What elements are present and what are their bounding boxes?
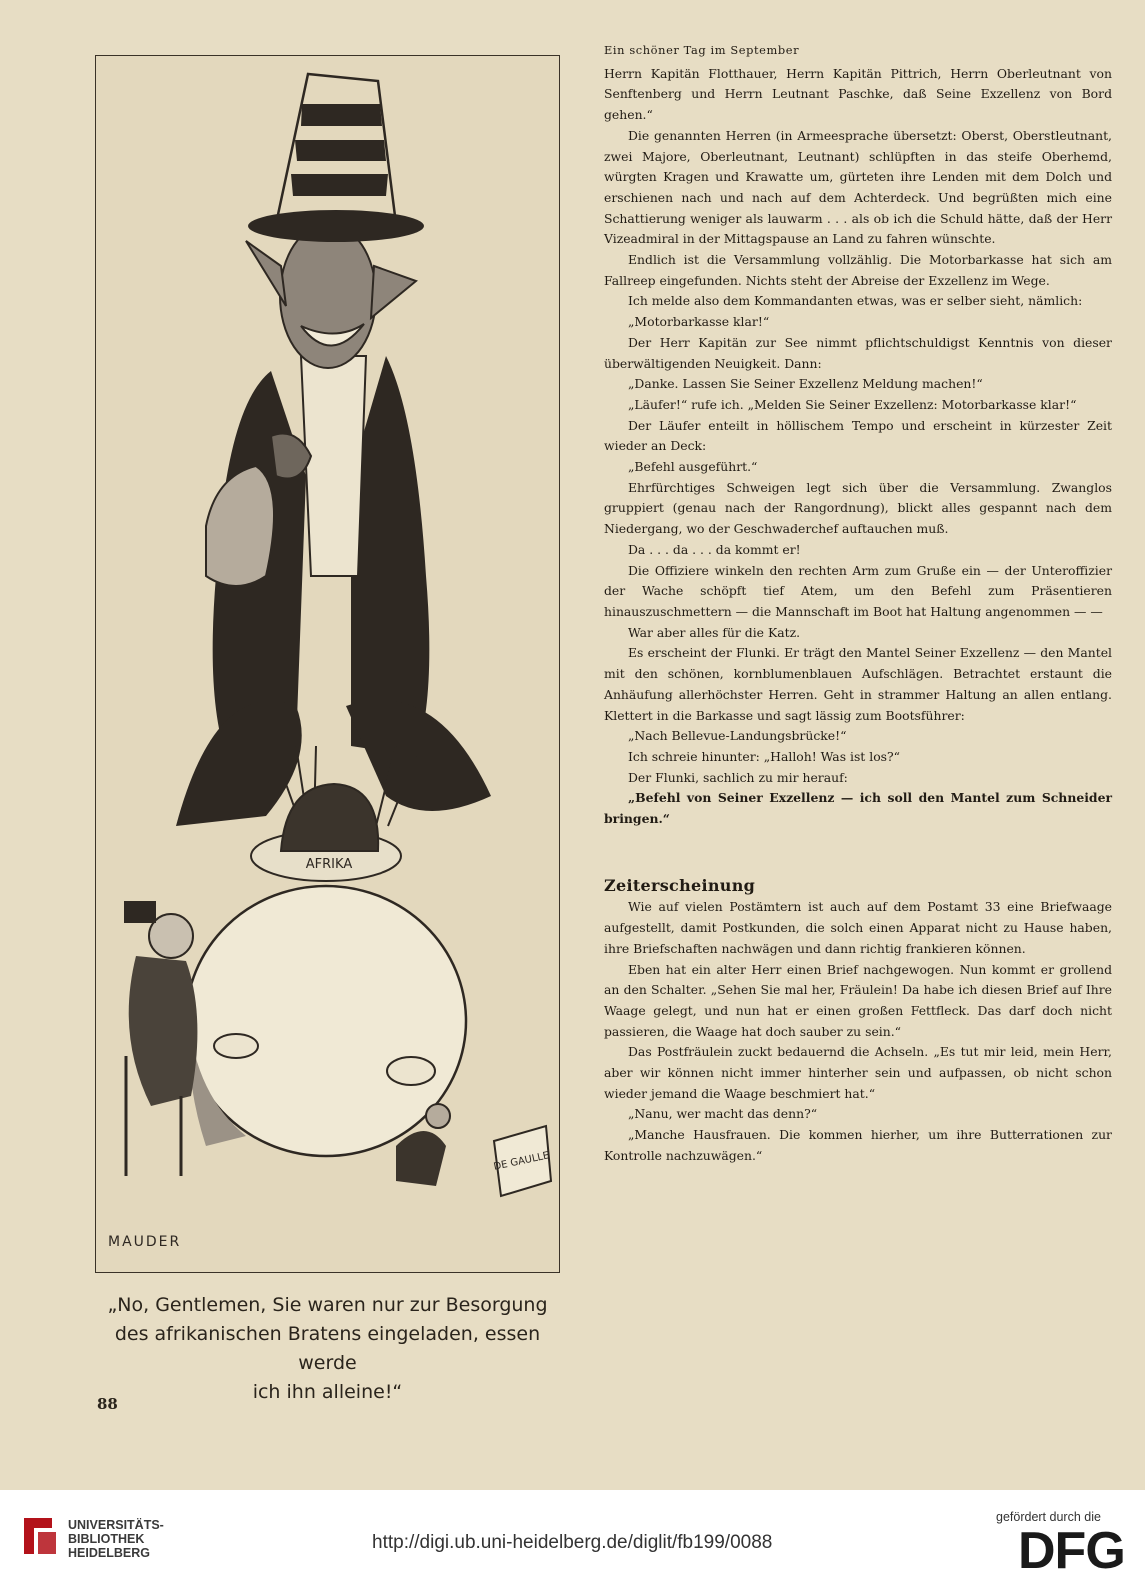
library-name (68, 1518, 164, 1560)
paragraph: „Motorbarkasse klar!“ (628, 314, 770, 330)
paragraph: Der Läufer enteilt in höllischem Tempo und erscheint in kürzester Zeit wieder an Deck: (604, 417, 1112, 454)
caption-line: des afrikanischen Bratens eingeladen, essen werde (114, 1323, 541, 1374)
paragraph: Ich schreie hinunter: „Halloh! Was ist los?“ (628, 748, 900, 764)
paragraph: Das Postfräulein zuckt bedauernd die Achseln. „Es tut mir leid, mein Herr, aber wir können nicht immer hinterher sein und aufpassen, ob nicht schon wieder jemand die Waage beschmiert hat.“ (604, 1044, 1112, 1101)
box-label: DE GAULLE (492, 1150, 551, 1173)
crawling-man (396, 1131, 446, 1186)
left-knee (176, 701, 302, 826)
left-ear (246, 241, 286, 306)
closing-paragraph: „Befehl von Seiner Exzellenz — ich soll den Mantel zum Schneider bringen.“ (604, 790, 1112, 827)
head-shape (280, 224, 376, 368)
shirt-front (301, 356, 366, 576)
paragraph: Die genannten Herren (in Armeesprache übersetzt: Oberst, Oberstleutnant, zwei Majore, Oberleutnant, Leutnant) schlüpften in das steife Oberhemd, würgten Kragen und Krawatte um, gürteten ihre Lenden mit dem Dolch und erschienen nach und nach auf dem Achterdeck. Und begrüßten mich eine Schattierung weniger als lauwarm . . . als ob ich die Schuld hätte, daß der Herr Vizeadmiral in der Mittagspause an Land zu fahren wünschte. (604, 127, 1112, 247)
paragraph: Ehrfürchtiges Schweigen legt sich über die Versammlung. Zwanglos gruppiert (genau nach der Rangordnung), blickt alles gespannt nach dem Niedergang, wo der Geschwaderchef auftauchen muß. (604, 479, 1112, 537)
right-plate (387, 1057, 435, 1085)
running-head: Ein schöner Tag im September (604, 43, 800, 57)
paragraph: „Nach Bellevue-Landungsbrücke!“ (628, 728, 847, 744)
bowl-label: AFRIKA (305, 857, 353, 872)
left-plate (214, 1034, 258, 1058)
source-url-link[interactable]: http://digi.ub.uni-heidelberg.de/diglit/fb199/0088 (372, 1532, 773, 1553)
left-hand (206, 466, 274, 586)
right-ear (371, 266, 416, 318)
paragraph: „Nanu, wer macht das denn?“ (628, 1106, 818, 1122)
crawling-man-head (426, 1104, 450, 1128)
cartoon-caption (95, 1291, 560, 1407)
sponsor-text: gefördert durch die (996, 1510, 1101, 1524)
page-number: 88 (97, 1395, 118, 1413)
dfg-logo: DFG (1018, 1522, 1125, 1580)
cartoon-illustration (95, 55, 560, 1273)
small-man-body (129, 956, 198, 1106)
paragraph: Da . . . da . . . da kommt er! (628, 541, 801, 557)
library-name-line: UNIVERSITÄTS- (68, 1518, 164, 1532)
library-name-line: HEIDELBERG (68, 1546, 150, 1560)
article-column (604, 40, 1112, 1167)
paragraph: War aber alles für die Katz. (628, 624, 801, 640)
library-name-line: BIBLIOTHEK (68, 1532, 145, 1546)
caption-line: ich ihn alleine!“ (252, 1381, 403, 1403)
paragraph: Endlich ist die Versammlung vollzählig. Die Motorbarkasse hat sich am Fallreep eingefunden. Nichts steht der Abreise der Exzellenz im Wege. (604, 252, 1112, 288)
paragraph: Es erscheint der Flunki. Er trägt den Mantel Seiner Exzellenz — den Mantel mit den schönen, kornblumenblauen Aufschlägen. Betrachtet erstaunt die Anhäufung allerhöchster Herren. Geht in strammer Haltung an allen entlang. Klettert in die Barkasse und sagt lässig zum Bootsführer: (604, 645, 1112, 723)
paragraph: Eben hat ein alter Herr einen Brief nachgewogen. Nun kommt er grollend an den Schalter. „Sehen Sie mal her, Fräulein! Da habe ich diesen Brief auf Ihre Waage gelegt, und nun hat er einen großen Fettfleck. Das darf doch nicht passieren, die Waage hat doch sauber zu sein.“ (604, 961, 1112, 1039)
africa-roast (281, 784, 378, 851)
section-title: Zeiterscheinung (604, 875, 756, 895)
library-logo-icon (18, 1514, 62, 1558)
paragraph: Die Offiziere winkeln den rechten Arm zum Gruße ein — der Unteroffizier der Wache schöpft tief Atem, um den Befehl zum Präsentieren hinauszuschmettern — die Mannschaft im Boot hat Haltung angenommen — — (604, 562, 1112, 619)
right-knee (346, 700, 491, 811)
paragraph: „Läufer!“ rufe ich. „Melden Sie Seiner Exzellenz: Motorbarkasse klar!“ (628, 396, 1077, 412)
small-man-hat (124, 901, 156, 923)
paragraph: Der Flunki, sachlich zu mir herauf: (628, 769, 848, 785)
round-table (186, 886, 466, 1156)
paragraph: „Manche Hausfrauen. Die kommen hierher, um ihre Butterrationen zur Kontrolle nachzuwägen.“ (604, 1127, 1112, 1163)
top-hat-stripes (291, 104, 388, 196)
paragraph: „Danke. Lassen Sie Seiner Exzellenz Meldung machen!“ (628, 376, 983, 392)
paragraph: „Befehl ausgeführt.“ (628, 459, 758, 475)
top-hat-brim (248, 210, 424, 242)
paragraph: Ich melde also dem Kommandanten etwas, was er selber sieht, nämlich: (628, 293, 1083, 309)
paragraph: Herrn Kapitän Flotthauer, Herrn Kapitän Pittrich, Herrn Oberleutnant von Senftenberg und Herrn Leutnant Paschke, daß Seine Exzellenz von Bord gehen.“ (604, 65, 1112, 123)
paragraph: Wie auf vielen Postämtern ist auch auf dem Postamt 33 eine Briefwaage aufgestellt, damit Postkunden, die solch einen Apparat nicht zu Hause haben, ihre Briefschaften nachwägen und dann richtig frankieren können. (604, 899, 1112, 956)
paragraph: Der Herr Kapitän zur See nimmt pflichtschuldigst Kenntnis von dieser überwältigenden Neuigkeit. Dann: (604, 334, 1112, 371)
caption-line: „No, Gentlemen, Sie waren nur zur Besorgung (107, 1294, 548, 1316)
cartoon-drawing (96, 56, 561, 1274)
artist-signature: MAUDER (108, 1234, 182, 1250)
